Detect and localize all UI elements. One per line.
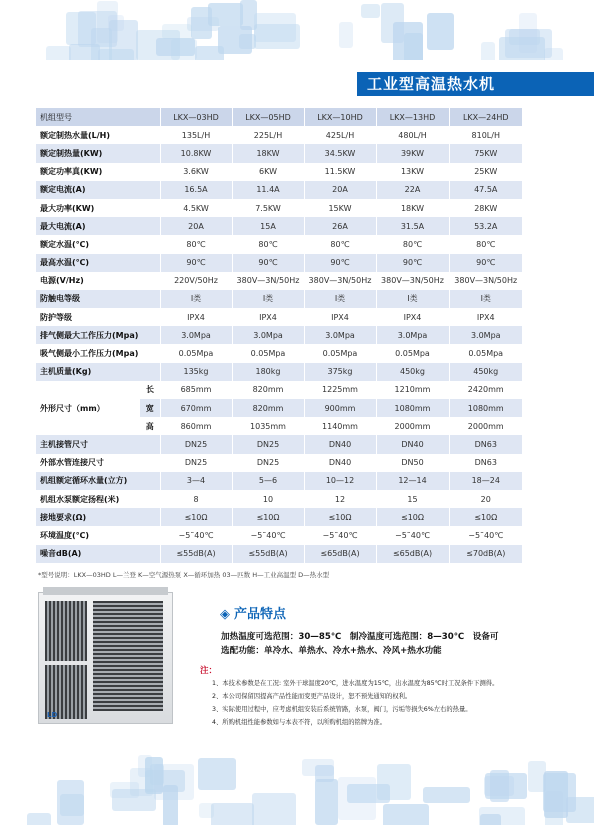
model-footnote: *型号说明：LKX—03HD L—兰登 K—空气源热泵 X—循环加热 03—匹数 H—工业高温型 D—热水型 xyxy=(38,571,330,579)
table-header-row xyxy=(36,108,522,126)
top-decor-mosaic xyxy=(0,0,594,60)
row-label: 外部水管连接尺寸 xyxy=(36,454,160,472)
row-label: 最高水温(℃) xyxy=(36,254,160,272)
table-row xyxy=(36,144,522,162)
decor-square xyxy=(543,773,576,812)
decor-square xyxy=(108,15,124,31)
decor-square xyxy=(57,780,84,825)
row-label: 防护等级 xyxy=(36,308,160,326)
table-cell: 225L/H xyxy=(232,126,304,144)
table-cell: −5˜40℃ xyxy=(160,526,232,544)
table-cell: 7.5KW xyxy=(232,199,304,217)
table-cell: 20A xyxy=(160,217,232,235)
table-cell: I类 xyxy=(304,290,376,308)
features-line: 选配功能：单冷水、单热水、冷水+热水、冷风+热水功能 xyxy=(221,646,442,656)
table-cell: 1035mm xyxy=(232,417,304,435)
table-cell: 1140mm xyxy=(304,417,376,435)
table-cell: DN63 xyxy=(449,435,522,453)
notes-title: 注： xyxy=(200,666,218,676)
table-cell: ≤10Ω xyxy=(376,508,449,526)
table-cell: 31.5A xyxy=(376,217,449,235)
notes-list xyxy=(200,678,540,730)
decor-square xyxy=(481,42,495,60)
table-cell: 80℃ xyxy=(449,235,522,253)
table-row xyxy=(36,181,522,199)
table-row xyxy=(36,235,522,253)
decor-square xyxy=(361,4,380,18)
table-cell: I类 xyxy=(232,290,304,308)
note-item: 3、实际使用过程中，应考虑机组安装后系统管路，水泵，阀门，污垢等损失6%左右的热量。 xyxy=(212,706,472,713)
table-cell: 15KW xyxy=(304,199,376,217)
table-cell: −5˜40℃ xyxy=(232,526,304,544)
row-label: 排气侧最大工作压力(Mpa) xyxy=(36,326,160,344)
table-row xyxy=(36,508,522,526)
table-cell: 90℃ xyxy=(376,254,449,272)
table-cell: DN50 xyxy=(376,454,449,472)
table-cell: 3.6KW xyxy=(160,163,232,181)
table-cell: 1210mm xyxy=(376,381,449,399)
table-cell: 380V—3N/50Hz xyxy=(232,272,304,290)
features-line: 加热温度可选范围：30—85℃ 制冷温度可选范围：8—30℃ 设备可 xyxy=(221,632,499,642)
table-cell: ≤10Ω xyxy=(232,508,304,526)
decor-square xyxy=(218,26,252,54)
table-cell: 450kg xyxy=(376,363,449,381)
decor-square xyxy=(69,44,100,60)
table-cell: 670mm xyxy=(160,399,232,417)
decor-square xyxy=(98,49,134,60)
decor-square xyxy=(162,24,192,39)
table-cell: 18KW xyxy=(232,144,304,162)
table-cell: 90℃ xyxy=(449,254,522,272)
table-cell: 12 xyxy=(304,490,376,508)
table-cell: 10 xyxy=(232,490,304,508)
table-cell: ≤10Ω xyxy=(160,508,232,526)
table-cell: 3.0Mpa xyxy=(304,326,376,344)
table-cell: ≤10Ω xyxy=(304,508,376,526)
table-cell: 820mm xyxy=(232,381,304,399)
table-cell: I类 xyxy=(160,290,232,308)
table-cell: 10—12 xyxy=(304,472,376,490)
table-cell: ≤70dB(A) xyxy=(449,545,522,563)
table-cell: 13KW xyxy=(376,163,449,181)
diamond-icon: ◈ xyxy=(220,607,230,622)
table-cell: 1080mm xyxy=(449,399,522,417)
table-cell: 2000mm xyxy=(376,417,449,435)
unit-logo: LD xyxy=(47,711,58,719)
table-cell: 180kg xyxy=(232,363,304,381)
row-label: 吸气侧最小工作压力(Mpa) xyxy=(36,344,160,362)
table-cell: 16.5A xyxy=(160,181,232,199)
table-row xyxy=(36,126,522,144)
dimension-sublabel: 宽 xyxy=(140,399,160,417)
table-cell: 11.4A xyxy=(232,181,304,199)
table-cell: 135kg xyxy=(160,363,232,381)
table-cell: DN25 xyxy=(232,435,304,453)
table-cell: ≤55dB(A) xyxy=(160,545,232,563)
row-label: 额定制热量(KW) xyxy=(36,144,160,162)
table-row xyxy=(36,326,522,344)
table-cell: 900mm xyxy=(304,399,376,417)
table-cell: 810L/H xyxy=(449,126,522,144)
table-cell: 15A xyxy=(232,217,304,235)
table-cell: 135L/H xyxy=(160,126,232,144)
table-row xyxy=(36,472,522,490)
table-cell: 380V—3N/50Hz xyxy=(449,272,522,290)
decor-square xyxy=(27,813,51,825)
table-cell: DN25 xyxy=(160,454,232,472)
decor-square xyxy=(46,46,71,60)
row-label: 噪音dB(A) xyxy=(36,545,160,563)
decor-square xyxy=(383,804,429,825)
table-cell: DN25 xyxy=(160,435,232,453)
table-cell: IPX4 xyxy=(449,308,522,326)
page-title: 工业型高温热水机 xyxy=(357,72,594,96)
unit-top-cap xyxy=(43,587,168,595)
table-cell: 0.05Mpa xyxy=(376,344,449,362)
table-cell: 15 xyxy=(376,490,449,508)
row-label: 额定制热水量(L/H) xyxy=(36,126,160,144)
decor-square xyxy=(480,814,501,825)
table-cell: 53.2A xyxy=(449,217,522,235)
table-cell: 8 xyxy=(160,490,232,508)
column-header: LKX—24HD xyxy=(449,108,522,126)
table-cell: 3.0Mpa xyxy=(160,326,232,344)
table-row xyxy=(36,381,522,399)
table-row xyxy=(36,454,522,472)
column-header: LKX—03HD xyxy=(160,108,232,126)
table-cell: ≤65dB(A) xyxy=(304,545,376,563)
table-row xyxy=(36,526,522,544)
unit-grille xyxy=(93,601,163,711)
note-item: 4、所购机组性能参数如与本表不符，以所购机组的铭牌为准。 xyxy=(212,719,387,726)
row-label: 最大电流(A) xyxy=(36,217,160,235)
table-row xyxy=(36,290,522,308)
decor-square xyxy=(150,764,164,785)
row-label: 主机接管尺寸 xyxy=(36,435,160,453)
row-label: 额定水温(℃) xyxy=(36,235,160,253)
row-label: 外形尺寸（mm） xyxy=(36,381,140,436)
table-cell: 10.8KW xyxy=(160,144,232,162)
table-cell: 3.0Mpa xyxy=(232,326,304,344)
table-cell: 685mm xyxy=(160,381,232,399)
column-header: LKX—05HD xyxy=(232,108,304,126)
table-cell: 380V—3N/50Hz xyxy=(304,272,376,290)
table-cell: 39KW xyxy=(376,144,449,162)
table-cell: IPX4 xyxy=(304,308,376,326)
spec-table xyxy=(36,108,522,563)
table-cell: 80℃ xyxy=(376,235,449,253)
table-row xyxy=(36,435,522,453)
decor-square xyxy=(347,784,390,803)
table-cell: 80℃ xyxy=(160,235,232,253)
table-cell: 4.5KW xyxy=(160,199,232,217)
table-cell: DN63 xyxy=(449,454,522,472)
features-title: 产品特点 xyxy=(234,607,287,622)
decor-square xyxy=(211,803,254,825)
column-header: LKX—13HD xyxy=(376,108,449,126)
table-cell: 220V/50Hz xyxy=(160,272,232,290)
table-cell: ≤65dB(A) xyxy=(376,545,449,563)
table-cell: ≤55dB(A) xyxy=(232,545,304,563)
table-cell: DN40 xyxy=(304,435,376,453)
row-label: 额定电流(A) xyxy=(36,181,160,199)
table-cell: DN25 xyxy=(232,454,304,472)
table-cell: 820mm xyxy=(232,399,304,417)
decor-square xyxy=(315,779,338,825)
features-heading xyxy=(220,603,286,622)
table-row xyxy=(36,217,522,235)
table-cell: 90℃ xyxy=(160,254,232,272)
table-cell: I类 xyxy=(376,290,449,308)
table-cell: IPX4 xyxy=(232,308,304,326)
decor-square xyxy=(254,13,296,42)
row-label: 机组额定循环水量(立方) xyxy=(36,472,160,490)
row-label: 最大功率(KW) xyxy=(36,199,160,217)
table-row xyxy=(36,254,522,272)
decor-square xyxy=(252,793,296,825)
heat-pump-unit-image xyxy=(38,592,173,724)
table-cell: 34.5KW xyxy=(304,144,376,162)
table-cell: 26A xyxy=(304,217,376,235)
row-label: 主机质量(Kg) xyxy=(36,363,160,381)
table-cell: 375kg xyxy=(304,363,376,381)
table-cell: 1225mm xyxy=(304,381,376,399)
row-label: 电源(V/Hz) xyxy=(36,272,160,290)
table-cell: DN40 xyxy=(376,435,449,453)
decor-square xyxy=(171,39,197,60)
decor-square xyxy=(423,787,470,803)
row-label: 接地要求(Ω) xyxy=(36,508,160,526)
table-cell: ≤10Ω xyxy=(449,508,522,526)
table-cell: 5—6 xyxy=(232,472,304,490)
table-cell: 12—14 xyxy=(376,472,449,490)
column-header: 机组型号 xyxy=(36,108,160,126)
note-item: 1、本技术参数是在工况: 室外干球温度20℃，进水温度为15℃，出水温度为85℃时工况条件下测得。 xyxy=(212,680,499,687)
features-text xyxy=(221,630,551,658)
table-cell: 3.0Mpa xyxy=(449,326,522,344)
table-row xyxy=(36,308,522,326)
unit-grille xyxy=(45,601,87,661)
row-label: 环境温度(℃) xyxy=(36,526,160,544)
table-cell: 860mm xyxy=(160,417,232,435)
table-cell: 6KW xyxy=(232,163,304,181)
table-cell: 20 xyxy=(449,490,522,508)
table-cell: 22A xyxy=(376,181,449,199)
decor-square xyxy=(199,803,214,818)
decor-square xyxy=(339,22,353,48)
decor-square xyxy=(208,3,243,26)
table-cell: 90℃ xyxy=(304,254,376,272)
row-label: 机组水泵额定扬程(米) xyxy=(36,490,160,508)
table-row xyxy=(36,344,522,362)
table-cell: 3—4 xyxy=(160,472,232,490)
table-cell: 2000mm xyxy=(449,417,522,435)
table-cell: 380V—3N/50Hz xyxy=(376,272,449,290)
decor-square xyxy=(393,22,423,60)
row-label: 防触电等级 xyxy=(36,290,160,308)
decor-square xyxy=(519,13,537,53)
table-cell: 480L/H xyxy=(376,126,449,144)
table-cell: 90℃ xyxy=(232,254,304,272)
table-row xyxy=(36,272,522,290)
table-cell: 3.0Mpa xyxy=(376,326,449,344)
table-cell: −5˜40℃ xyxy=(304,526,376,544)
table-cell: 80℃ xyxy=(304,235,376,253)
table-cell: −5˜40℃ xyxy=(376,526,449,544)
table-cell: 425L/H xyxy=(304,126,376,144)
table-cell: 0.05Mpa xyxy=(160,344,232,362)
table-cell: 18—24 xyxy=(449,472,522,490)
table-cell: 0.05Mpa xyxy=(232,344,304,362)
table-cell: 1080mm xyxy=(376,399,449,417)
table-cell: 0.05Mpa xyxy=(449,344,522,362)
table-row xyxy=(36,199,522,217)
table-cell: 20A xyxy=(304,181,376,199)
table-cell: 18KW xyxy=(376,199,449,217)
table-row xyxy=(36,490,522,508)
table-cell: 0.05Mpa xyxy=(304,344,376,362)
dimension-sublabel: 长 xyxy=(140,381,160,399)
table-cell: 450kg xyxy=(449,363,522,381)
table-cell: −5˜40℃ xyxy=(449,526,522,544)
table-cell: IPX4 xyxy=(376,308,449,326)
column-header: LKX—10HD xyxy=(304,108,376,126)
row-label: 额定功率真(KW) xyxy=(36,163,160,181)
decor-square xyxy=(485,773,527,799)
table-cell: IPX4 xyxy=(160,308,232,326)
table-cell: DN40 xyxy=(304,454,376,472)
table-cell: 47.5A xyxy=(449,181,522,199)
table-row xyxy=(36,545,522,563)
decor-square xyxy=(198,758,236,790)
table-cell: 80℃ xyxy=(232,235,304,253)
dimension-sublabel: 高 xyxy=(140,417,160,435)
table-row xyxy=(36,163,522,181)
decor-square xyxy=(427,13,454,50)
table-cell: 11.5KW xyxy=(304,163,376,181)
table-cell: 28KW xyxy=(449,199,522,217)
decor-square xyxy=(110,782,139,798)
table-cell: 2420mm xyxy=(449,381,522,399)
table-cell: I类 xyxy=(449,290,522,308)
table-cell: 75KW xyxy=(449,144,522,162)
table-row xyxy=(36,363,522,381)
decor-square xyxy=(315,765,334,782)
bottom-decor-mosaic xyxy=(0,755,594,825)
table-cell: 25KW xyxy=(449,163,522,181)
note-item: 2、本公司保留因提高产品性能而变更产品设计，恕不预先通知的权利。 xyxy=(212,693,412,700)
